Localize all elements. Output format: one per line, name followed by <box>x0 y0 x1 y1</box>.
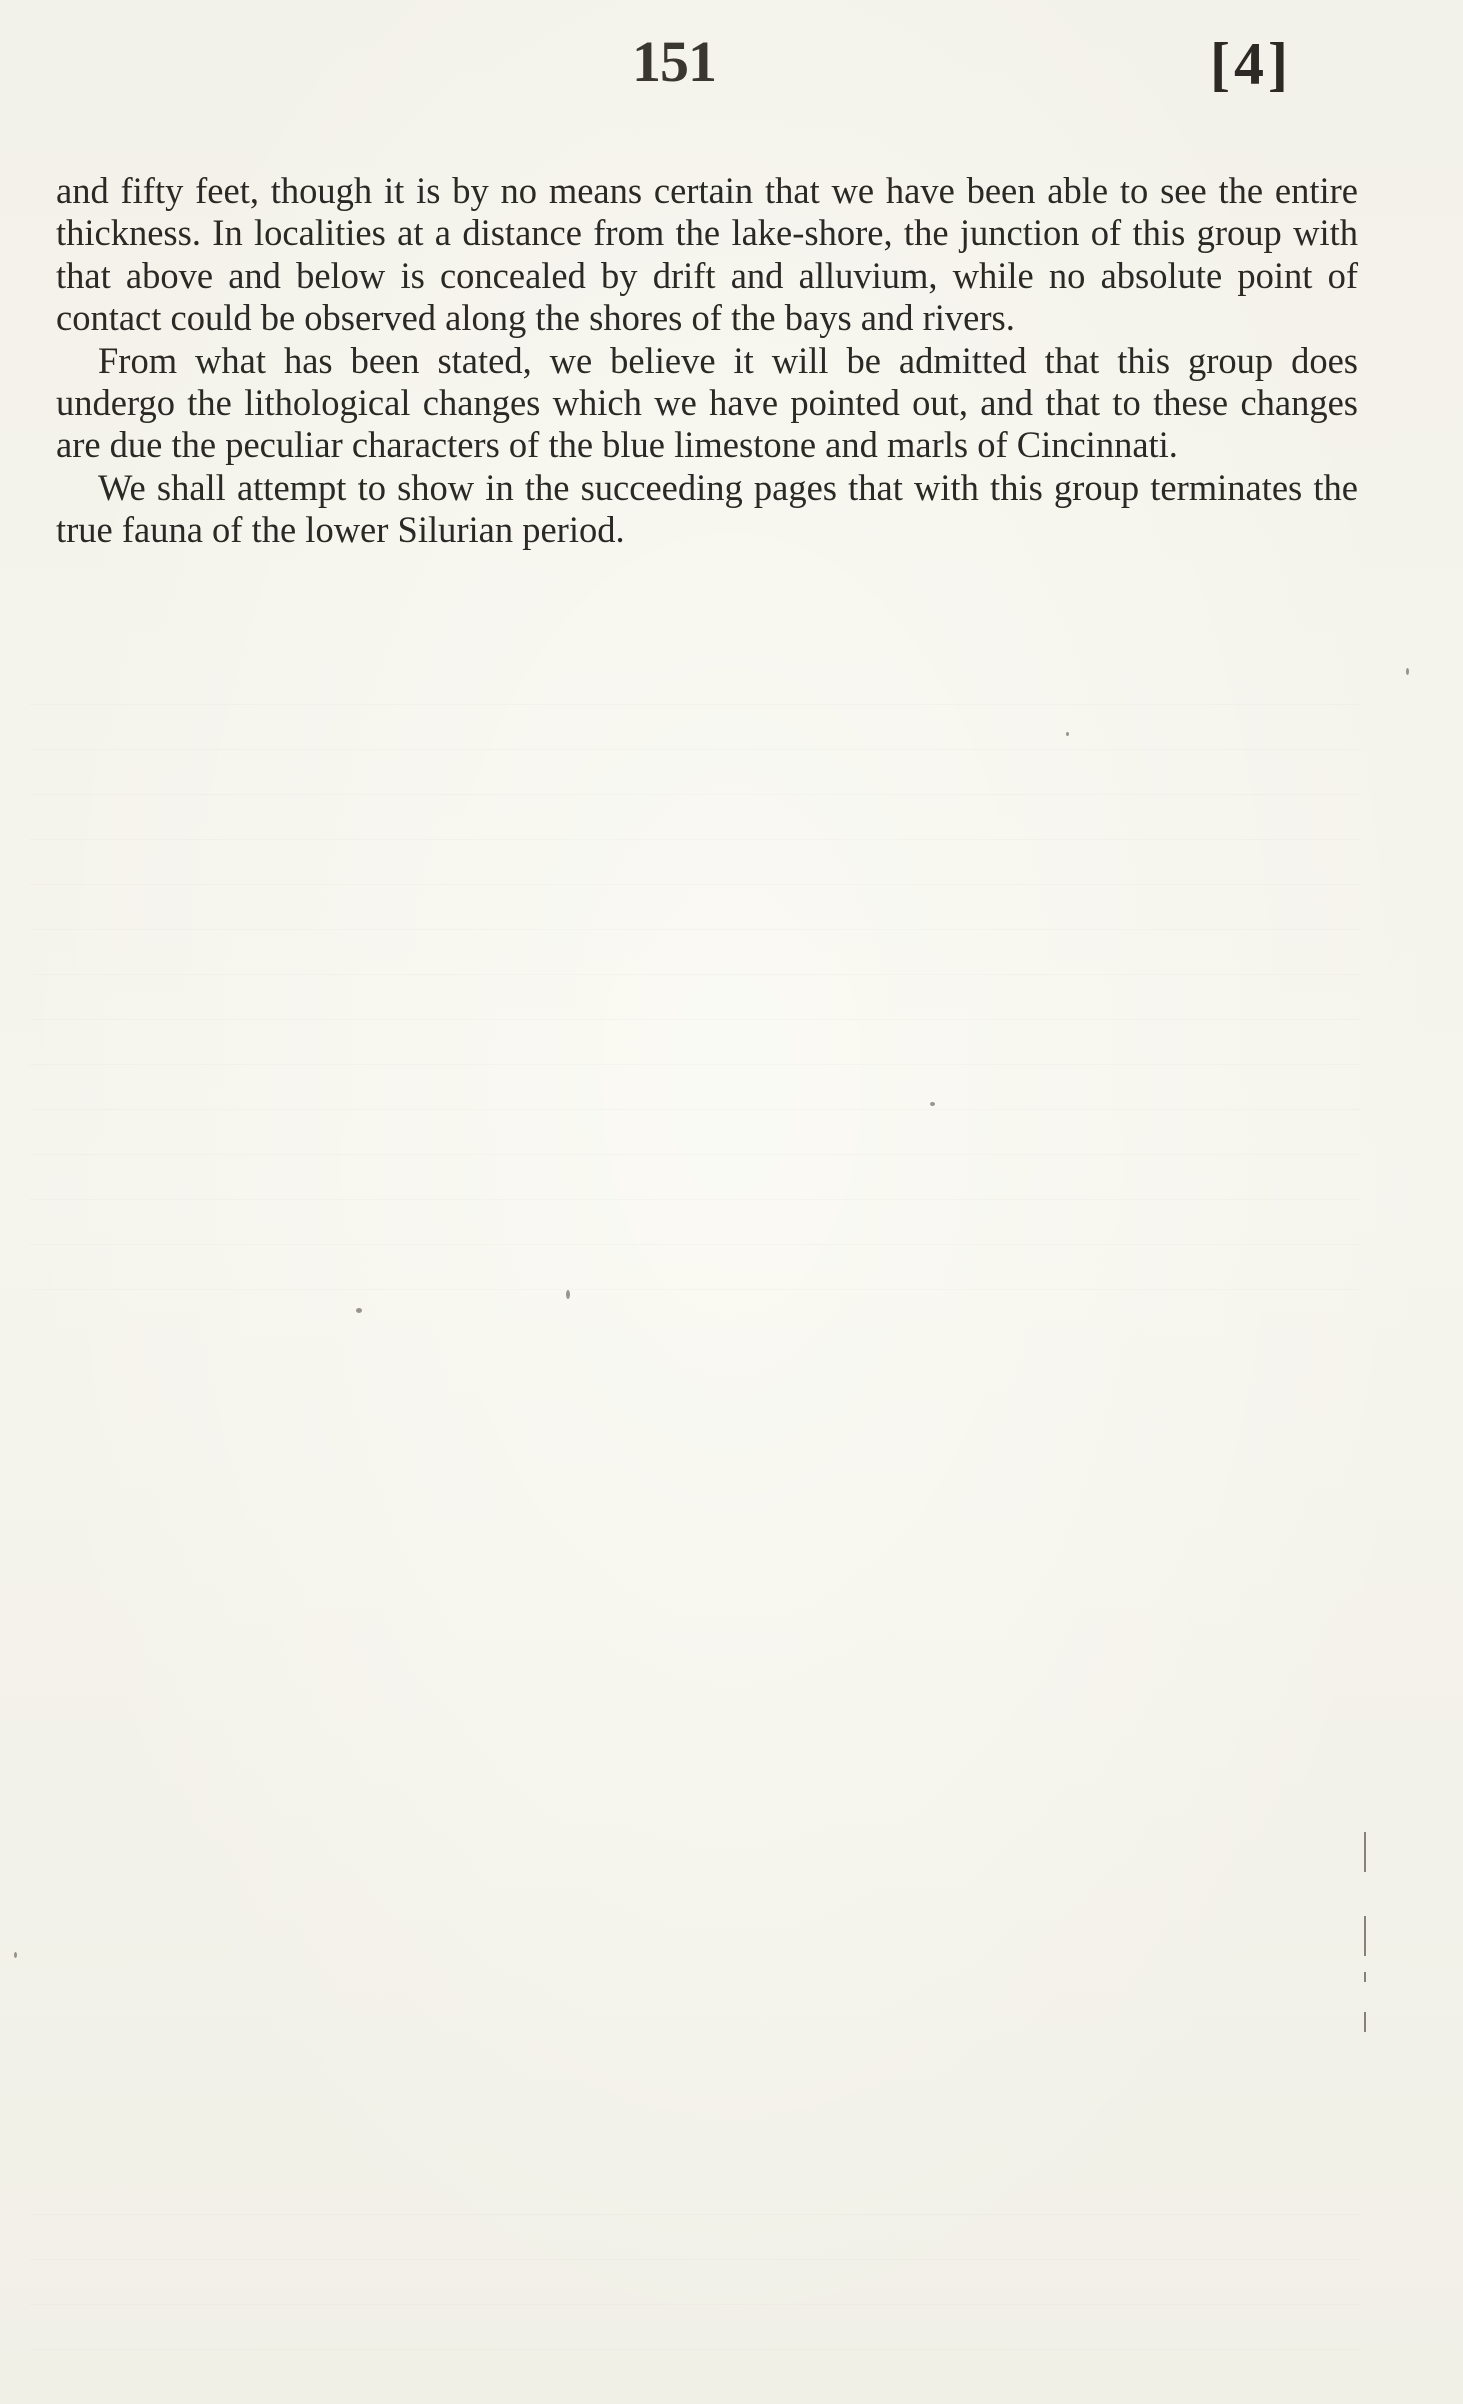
show-through-area-upper <box>30 660 1360 1320</box>
paragraph-3: We shall attempt to show in the succeeding pages that with this group terminates the true fauna of the lower Silurian period. <box>56 466 1358 551</box>
signature-mark: [4] <box>1210 31 1292 97</box>
paragraph-2: From what has been stated, we believe it will be admitted that this group does undergo the lithological changes which we have pointed out, and that to these changes are due the peculiar characters of the blue limestone and marls of Cincinnati. <box>56 339 1358 466</box>
body-text <box>56 170 1358 552</box>
page-number: 151 <box>632 29 716 94</box>
show-through-area-lower <box>30 2170 1360 2370</box>
paragraph-1: and fifty feet, though it is by no means certain that we have been able to see the entire thickness. In localities at a distance from the lake-shore, the junction of this group with that above and below is concealed by drift and alluvium, while no absolute point of contact could be observed along the shores of the bays and rivers. <box>56 170 1358 339</box>
